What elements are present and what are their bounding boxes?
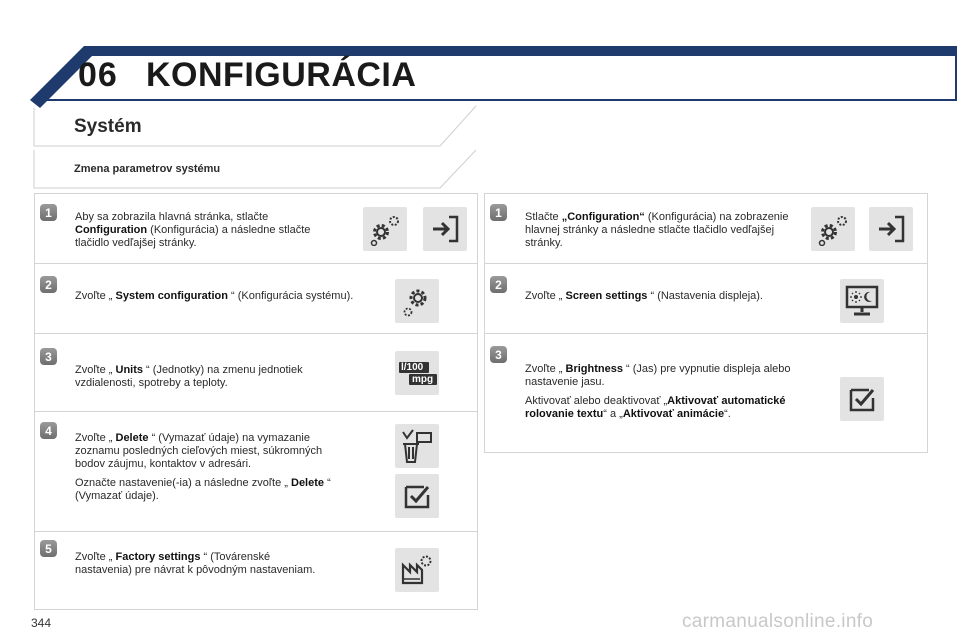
checkbox-icon bbox=[847, 384, 877, 414]
configuration-button[interactable] bbox=[811, 207, 855, 251]
step-row bbox=[485, 333, 927, 452]
units-icon bbox=[399, 362, 435, 385]
factory-reset-icon bbox=[400, 553, 434, 587]
step-row bbox=[35, 333, 477, 412]
step-number-badge: 1 bbox=[40, 204, 57, 221]
step-number-badge: 4 bbox=[40, 422, 57, 439]
right-steps-panel bbox=[484, 193, 928, 453]
step-text: Zvoľte „ Units “ (Jednotky) na zmenu jednotiek vzdialenosti, spotreby a teploty. bbox=[75, 364, 303, 389]
step-number-badge: 3 bbox=[40, 348, 57, 365]
step-text: Aby sa zobrazila hlavná stránka, stlačte Configuration (Konfigurácia) a následne stlačte tlačidlo vedľajšej stránky. bbox=[75, 211, 311, 249]
settings-gears-icon bbox=[816, 212, 850, 246]
step-row bbox=[485, 193, 927, 264]
step-number-badge: 5 bbox=[40, 540, 57, 557]
section-title: Systém bbox=[74, 116, 142, 137]
configuration-button[interactable] bbox=[363, 207, 407, 251]
page-number: 344 bbox=[31, 616, 52, 630]
step-number-badge: 2 bbox=[490, 276, 507, 293]
units-button[interactable] bbox=[395, 351, 439, 395]
step-row bbox=[35, 411, 477, 532]
section-banner-lines bbox=[0, 100, 960, 200]
chapter-title: KONFIGURÁCIA bbox=[146, 56, 417, 94]
system-configuration-button[interactable] bbox=[395, 279, 439, 323]
delete-icon bbox=[399, 428, 435, 464]
step-text: Zvoľte „ Brightness “ (Jas) pre vypnutie displeja alebo nastavenie jasu. Aktivovať alebo deaktivovať „Aktivovať automatické rolovanie textu“ a „Aktivovať animácie“. bbox=[525, 363, 791, 420]
checkbox-icon bbox=[402, 481, 432, 511]
screen-settings-button[interactable] bbox=[840, 279, 884, 323]
units-icon-bottom: mpg bbox=[409, 374, 437, 385]
step-number-badge: 1 bbox=[490, 204, 507, 221]
step-row bbox=[485, 263, 927, 334]
step-number-badge: 3 bbox=[490, 346, 507, 363]
step-row bbox=[35, 531, 477, 610]
step-text: Zvoľte „ Screen settings “ (Nastavenia displeja). bbox=[525, 290, 763, 302]
watermark: carmanualsonline.info bbox=[682, 611, 874, 632]
step-row bbox=[35, 263, 477, 334]
next-page-icon bbox=[875, 213, 907, 245]
secondary-page-button[interactable] bbox=[423, 207, 467, 251]
step-text: Zvoľte „ Delete “ (Vymazať údaje) na vymazanie zoznamu posledných cieľových miest, súkromných bodov záujmu, kontaktov v adresári. Označte nastavenie(-ia) a následne zvoľte „ Delete “ (Vymazať údaje). bbox=[75, 432, 331, 502]
confirm-delete-checkbox-button[interactable] bbox=[395, 474, 439, 518]
brightness-checkbox-button[interactable] bbox=[840, 377, 884, 421]
next-page-icon bbox=[429, 213, 461, 245]
screen-settings-icon bbox=[844, 284, 880, 318]
subsection-title: Zmena parametrov systému bbox=[74, 163, 221, 175]
secondary-page-button[interactable] bbox=[869, 207, 913, 251]
step-text: Zvoľte „ System configuration “ (Konfigurácia systému). bbox=[75, 290, 354, 302]
step-text: Stlačte „Configuration“ (Konfigurácia) na zobrazenie hlavnej stránky a následne stlačte tlačidlo vedľajšej stránky. bbox=[525, 211, 789, 249]
chapter-number: 06 bbox=[78, 56, 118, 94]
step-text: Zvoľte „ Factory settings “ (Továrenské nastavenia) pre návrat k pôvodným nastaveniam. bbox=[75, 551, 316, 576]
left-steps-panel bbox=[34, 193, 478, 610]
units-icon-top: l/100 bbox=[399, 362, 429, 373]
chapter-header-frame bbox=[0, 0, 960, 110]
settings-gears-icon bbox=[400, 284, 434, 318]
settings-gears-icon bbox=[368, 212, 402, 246]
step-number-badge: 2 bbox=[40, 276, 57, 293]
step-row bbox=[35, 193, 477, 264]
delete-button[interactable] bbox=[395, 424, 439, 468]
factory-settings-button[interactable] bbox=[395, 548, 439, 592]
